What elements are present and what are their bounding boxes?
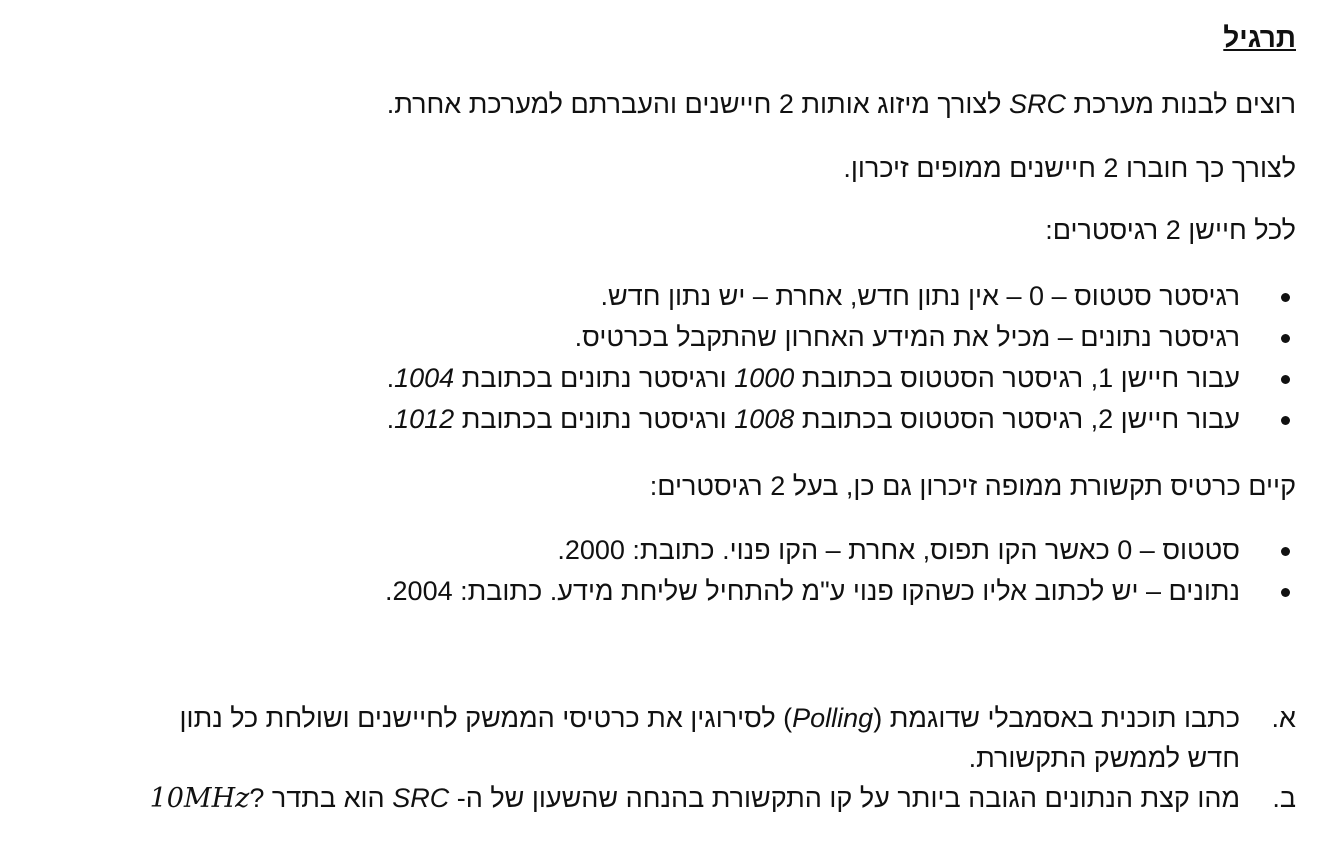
list-item bbox=[387, 280, 1296, 321]
question-b bbox=[126, 778, 1296, 819]
list-item bbox=[385, 575, 1296, 616]
intro-paragraph-3: לכל חיישן 2 רגיסטרים: bbox=[1045, 215, 1296, 245]
bullet-icon bbox=[1281, 588, 1290, 597]
question-b-qmark: ? bbox=[249, 783, 265, 813]
questions-list bbox=[126, 698, 1296, 819]
list-item bbox=[387, 321, 1296, 362]
bullet-icon bbox=[1281, 416, 1290, 425]
sensor-bullet-1: רגיסטר סטטוס – 0 – אין נתון חדש, אחרת – יש נתון חדש. bbox=[600, 281, 1240, 311]
question-b-pre: מהו קצת הנתונים הגובה ביותר על קו התקשורת בהנחה שהשעון של ה- bbox=[456, 783, 1240, 813]
question-a-pre: כתבו תוכנית באסמבלי שדוגמת ( bbox=[873, 703, 1240, 733]
list-item bbox=[387, 403, 1296, 444]
question-b-src: SRC bbox=[392, 783, 450, 813]
bullet-icon bbox=[1281, 293, 1290, 302]
bullet-icon bbox=[1281, 375, 1290, 384]
sensor-bullet-3-mid: ורגיסטר נתונים בכתובת bbox=[461, 363, 727, 393]
question-b-frequency: 10MHz bbox=[149, 783, 250, 814]
period: . bbox=[386, 363, 395, 393]
exercise-title: תרגיל bbox=[1223, 22, 1296, 53]
sensor-bullet-3-pre: עבור חיישן 1, רגיסטר הסטטוס בכתובת bbox=[801, 363, 1240, 393]
question-b-post: הוא בתדר bbox=[271, 783, 385, 813]
intro-paragraph-2: לצורך כך חוברו 2 חיישנים ממופים זיכרון. bbox=[843, 153, 1296, 183]
intro-p1-pre: רוצים לבנות מערכת bbox=[1073, 89, 1296, 119]
period: . bbox=[386, 404, 395, 434]
question-a bbox=[126, 698, 1296, 778]
comm-bullet-1: סטטוס – 0 כאשר הקו תפוס, אחרת – הקו פנוי. כתובת: 2000. bbox=[557, 535, 1240, 565]
comm-card-intro: קיים כרטיס תקשורת ממופה זיכרון גם כן, בעל 2 רגיסטרים: bbox=[649, 471, 1296, 501]
intro-paragraph-1 bbox=[387, 88, 1296, 120]
question-a-marker: א. bbox=[1271, 703, 1296, 733]
sensor-bullet-4-pre: עבור חיישן 2, רגיסטר הסטטוס בכתובת bbox=[801, 404, 1240, 434]
bullet-icon bbox=[1281, 547, 1290, 556]
sensor-2-status-address: 1008 bbox=[734, 404, 795, 434]
list-item bbox=[385, 534, 1296, 575]
sensor-1-data-address: 1004 bbox=[394, 363, 455, 393]
sensor-2-data-address: 1012 bbox=[394, 404, 455, 434]
comm-register-list bbox=[385, 534, 1296, 616]
bullet-icon bbox=[1281, 334, 1290, 343]
intro-p1-post: לצורך מיזוג אותות 2 חיישנים והעברתם למערכת אחרת. bbox=[386, 89, 1002, 119]
question-a-post: ) לסירוגין את כרטיסי הממשק לחיישנים ושולחת כל נתון חדש לממשק התקשורת. bbox=[179, 703, 1240, 773]
intro-p1-src: SRC bbox=[1008, 89, 1066, 119]
comm-bullet-2: נתונים – יש לכתוב אליו כשהקו פנוי ע"מ להתחיל שליחת מידע. כתובת: 2004. bbox=[385, 576, 1240, 606]
sensor-bullet-4-mid: ורגיסטר נתונים בכתובת bbox=[461, 404, 727, 434]
question-b-marker: ב. bbox=[1272, 783, 1296, 813]
question-a-polling: Polling bbox=[792, 703, 874, 733]
sensor-register-list bbox=[387, 280, 1296, 444]
sensor-bullet-2: רגיסטר נתונים – מכיל את המידע האחרון שהתקבל בכרטיס. bbox=[574, 322, 1240, 352]
list-item bbox=[387, 362, 1296, 403]
sensor-1-status-address: 1000 bbox=[734, 363, 795, 393]
